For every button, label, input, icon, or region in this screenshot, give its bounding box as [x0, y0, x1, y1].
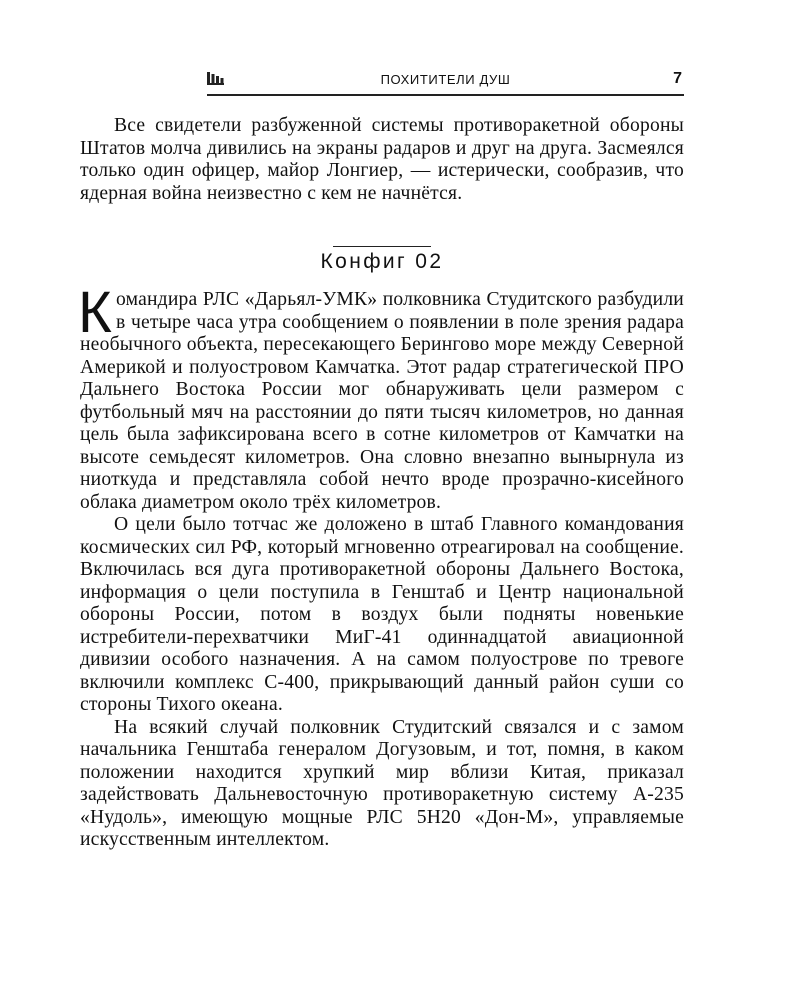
section-heading: [80, 246, 684, 274]
page-number: 7: [673, 70, 682, 87]
section-title: Конфиг 02: [320, 250, 444, 273]
intro-text: [80, 115, 684, 205]
section-rule: [333, 246, 431, 247]
section-paragraph-3: На всякий случай полковник Студитский связался и с замом начальника Генштаба генералом Догузовым, и тот, помня, в каком положении находится хрупкий мир вблизи Китая, приказал задействовать Дальневосточную противоракетную систему А-235 «Нудоль», имеющую мощные РЛС 5Н20 «Дон-М», управляемые искусственным интеллектом.: [80, 716, 684, 850]
intro-paragraph: Все свидетели разбуженной системы противоракетной обороны Штатов молча дивились на экраны радаров и друг на друга. Засмеялся только один офицер, майор Лонгиер, — истерически, сообразив, что ядерная война неизвестно с кем не начнётся.: [80, 115, 684, 204]
section-paragraph-2: О цели было тотчас же доложено в штаб Главного командования космических сил РФ, который мгновенно отреагировал на сообщение. Включилась вся дуга противоракетной обороны Дальнего Востока, информация о цели поступила в Генштаб и Центр национальной обороны России, потом в воздух были подняты новенькие истребители-перехватчики МиГ-41 одиннадцатой авиационной дивизии особого назначения. А на самом полуострове по тревоге включили комплекс С-400, прикрывающий данный район суши со стороны Тихого океана.: [80, 514, 684, 715]
book-title: ПОХИТИТЕЛИ ДУШ: [380, 72, 511, 87]
running-header: [207, 66, 684, 96]
drop-cap: К: [78, 280, 112, 345]
paragraph-1-text: омандира РЛС «Дарьял-УМК» полковника Студитского разбудили в четыре часа утра сообщением о появлении в поле зрения радара необычного объекта, пересекающего Берингово море между Северной Америкой и полуостровом Камчатка. Этот радар стратегической ПРО Дальнего Востока России мог обнаруживать цели размером с футбольный мяч на расстоянии до пяти тысяч километров, но данная цель была зафиксирована всего в сотне километров от Камчатки на высоте семьдесят километров. Она словно внезапно вынырнула из ниоткуда и представляла собой нечто вроде прозрачно-кисейного облака диаметром около трёх километров.: [80, 289, 684, 513]
section-paragraph-1: [78, 280, 684, 514]
section-body: [78, 280, 684, 852]
